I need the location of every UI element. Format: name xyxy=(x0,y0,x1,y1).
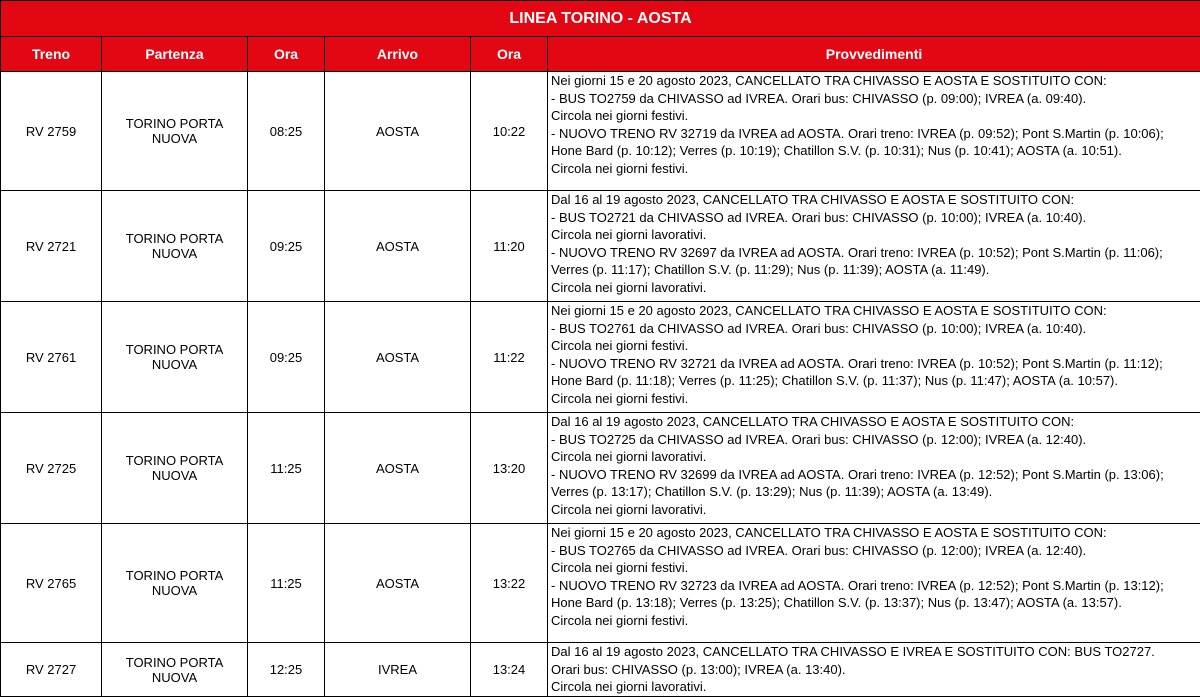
cell-treno: RV 2765 xyxy=(1,524,102,643)
cell-ora-partenza: 08:25 xyxy=(248,72,325,191)
partenza-line: NUOVA xyxy=(106,583,243,598)
partenza-line: NUOVA xyxy=(106,131,243,146)
cell-partenza xyxy=(102,643,248,697)
provvedimento-line: Circola nei giorni festivi. xyxy=(551,107,1198,125)
partenza-line: NUOVA xyxy=(106,670,243,685)
cell-arrivo: AOSTA xyxy=(325,302,471,413)
provvedimento-line: Circola nei giorni festivi. xyxy=(551,390,1198,408)
provvedimento-line: - BUS TO2721 da CHIVASSO ad IVREA. Orari bus: CHIVASSO (p. 10:00); IVREA (a. 10:40). xyxy=(551,209,1198,227)
provvedimento-line: Dal 16 al 19 agosto 2023, CANCELLATO TRA CHIVASSO E AOSTA E SOSTITUITO CON: xyxy=(551,413,1198,431)
provvedimento-line: Circola nei giorni lavorativi. xyxy=(551,279,1198,297)
cell-treno: RV 2727 xyxy=(1,643,102,697)
cell-partenza xyxy=(102,191,248,302)
header-provvedimenti: Provvedimenti xyxy=(548,37,1200,72)
header-partenza: Partenza xyxy=(102,37,248,72)
provvedimento-line: Circola nei giorni lavorativi. xyxy=(551,226,1198,244)
cell-ora-arrivo: 11:22 xyxy=(471,302,548,413)
header-treno: Treno xyxy=(1,37,102,72)
cell-provvedimenti xyxy=(548,72,1200,191)
table-row xyxy=(1,524,1200,643)
cell-arrivo: IVREA xyxy=(325,643,471,697)
provvedimento-line: - NUOVO TRENO RV 32721 da IVREA ad AOSTA. Orari treno: IVREA (p. 10:52); Pont S.Martin (p. 11:12); xyxy=(551,355,1198,373)
cell-provvedimenti xyxy=(548,191,1200,302)
cell-arrivo: AOSTA xyxy=(325,524,471,643)
page-title: LINEA TORINO - AOSTA xyxy=(1,1,1200,37)
cell-treno: RV 2761 xyxy=(1,302,102,413)
provvedimento-line: Nei giorni 15 e 20 agosto 2023, CANCELLATO TRA CHIVASSO E AOSTA E SOSTITUITO CON: xyxy=(551,302,1198,320)
cell-provvedimenti xyxy=(548,413,1200,524)
partenza-line: NUOVA xyxy=(106,357,243,372)
provvedimento-line: Verres (p. 13:17); Chatillon S.V. (p. 13:29); Nus (p. 11:39); AOSTA (a. 13:49). xyxy=(551,483,1198,501)
provvedimento-line: Circola nei giorni lavorativi. xyxy=(551,678,1198,696)
cell-arrivo: AOSTA xyxy=(325,413,471,524)
provvedimento-line: - NUOVO TRENO RV 32697 da IVREA ad AOSTA. Orari treno: IVREA (p. 10:52); Pont S.Martin (p. 11:06); xyxy=(551,244,1198,262)
cell-ora-arrivo: 13:20 xyxy=(471,413,548,524)
header-row xyxy=(1,37,1200,72)
table-row xyxy=(1,72,1200,191)
cell-partenza xyxy=(102,413,248,524)
cell-ora-partenza: 09:25 xyxy=(248,191,325,302)
cell-provvedimenti xyxy=(548,302,1200,413)
provvedimento-line: - NUOVO TRENO RV 32699 da IVREA ad AOSTA. Orari treno: IVREA (p. 12:52); Pont S.Martin (p. 13:06); xyxy=(551,466,1198,484)
provvedimento-line: Verres (p. 11:17); Chatillon S.V. (p. 11:29); Nus (p. 11:39); AOSTA (a. 11:49). xyxy=(551,261,1198,279)
provvedimento-line: Hone Bard (p. 10:12); Verres (p. 10:19); Chatillon S.V. (p. 10:31); Nus (p. 10:41); AOSTA (a. 10:51). xyxy=(551,142,1198,160)
provvedimento-line: Orari bus: CHIVASSO (p. 13:00); IVREA (a. 13:40). xyxy=(551,661,1198,679)
cell-ora-partenza: 09:25 xyxy=(248,302,325,413)
header-arrivo: Arrivo xyxy=(325,37,471,72)
header-ora-partenza: Ora xyxy=(248,37,325,72)
cell-treno: RV 2759 xyxy=(1,72,102,191)
cell-ora-partenza: 11:25 xyxy=(248,524,325,643)
partenza-line: TORINO PORTA xyxy=(106,116,243,131)
cell-ora-partenza: 12:25 xyxy=(248,643,325,697)
provvedimento-line: Circola nei giorni lavorativi. xyxy=(551,501,1198,519)
table-row xyxy=(1,302,1200,413)
cell-provvedimenti xyxy=(548,524,1200,643)
provvedimento-line: - NUOVO TRENO RV 32719 da IVREA ad AOSTA. Orari treno: IVREA (p. 09:52); Pont S.Martin (p. 10:06); xyxy=(551,125,1198,143)
provvedimento-line: Dal 16 al 19 agosto 2023, CANCELLATO TRA CHIVASSO E AOSTA E SOSTITUITO CON: xyxy=(551,191,1198,209)
cell-provvedimenti xyxy=(548,643,1200,697)
cell-partenza xyxy=(102,302,248,413)
cell-treno: RV 2721 xyxy=(1,191,102,302)
cell-ora-arrivo: 13:22 xyxy=(471,524,548,643)
table-row xyxy=(1,643,1200,697)
header-ora-arrivo: Ora xyxy=(471,37,548,72)
provvedimento-line: Circola nei giorni festivi. xyxy=(551,559,1198,577)
cell-partenza xyxy=(102,524,248,643)
provvedimento-line: - BUS TO2761 da CHIVASSO ad IVREA. Orari bus: CHIVASSO (p. 10:00); IVREA (a. 10:40). xyxy=(551,320,1198,338)
partenza-line: NUOVA xyxy=(106,246,243,261)
provvedimento-line: - BUS TO2765 da CHIVASSO ad IVREA. Orari bus: CHIVASSO (p. 12:00); IVREA (a. 12:40). xyxy=(551,542,1198,560)
provvedimento-line: Hone Bard (p. 13:18); Verres (p. 13:25); Chatillon S.V. (p. 13:37); Nus (p. 13:47); AOSTA (a. 13:57). xyxy=(551,594,1198,612)
provvedimento-line: Nei giorni 15 e 20 agosto 2023, CANCELLATO TRA CHIVASSO E AOSTA E SOSTITUITO CON: xyxy=(551,524,1198,542)
provvedimento-line: Circola nei giorni festivi. xyxy=(551,612,1198,630)
title-row xyxy=(1,1,1200,37)
partenza-line: TORINO PORTA xyxy=(106,453,243,468)
provvedimento-line: Circola nei giorni festivi. xyxy=(551,160,1198,178)
provvedimento-line: Circola nei giorni festivi. xyxy=(551,337,1198,355)
cell-ora-partenza: 11:25 xyxy=(248,413,325,524)
table-row xyxy=(1,191,1200,302)
partenza-line: NUOVA xyxy=(106,468,243,483)
cell-arrivo: AOSTA xyxy=(325,72,471,191)
table-row xyxy=(1,413,1200,524)
provvedimento-line: Hone Bard (p. 11:18); Verres (p. 11:25); Chatillon S.V. (p. 11:37); Nus (p. 11:47); AOSTA (a. 10:57). xyxy=(551,372,1198,390)
cell-ora-arrivo: 11:20 xyxy=(471,191,548,302)
cell-treno: RV 2725 xyxy=(1,413,102,524)
provvedimento-line: Nei giorni 15 e 20 agosto 2023, CANCELLATO TRA CHIVASSO E AOSTA E SOSTITUITO CON: xyxy=(551,72,1198,90)
provvedimento-line: - BUS TO2759 da CHIVASSO ad IVREA. Orari bus: CHIVASSO (p. 09:00); IVREA (a. 09:40). xyxy=(551,90,1198,108)
cell-ora-arrivo: 13:24 xyxy=(471,643,548,697)
partenza-line: TORINO PORTA xyxy=(106,568,243,583)
partenza-line: TORINO PORTA xyxy=(106,342,243,357)
provvedimento-line: Dal 16 al 19 agosto 2023, CANCELLATO TRA CHIVASSO E IVREA E SOSTITUITO CON: BUS TO2727. xyxy=(551,643,1198,661)
cell-ora-arrivo: 10:22 xyxy=(471,72,548,191)
partenza-line: TORINO PORTA xyxy=(106,655,243,670)
cell-arrivo: AOSTA xyxy=(325,191,471,302)
provvedimento-line: - BUS TO2725 da CHIVASSO ad IVREA. Orari bus: CHIVASSO (p. 12:00); IVREA (a. 12:40). xyxy=(551,431,1198,449)
partenza-line: TORINO PORTA xyxy=(106,231,243,246)
provvedimento-line: Circola nei giorni lavorativi. xyxy=(551,448,1198,466)
provvedimento-line: - NUOVO TRENO RV 32723 da IVREA ad AOSTA. Orari treno: IVREA (p. 12:52); Pont S.Martin (p. 13:12); xyxy=(551,577,1198,595)
cell-partenza xyxy=(102,72,248,191)
